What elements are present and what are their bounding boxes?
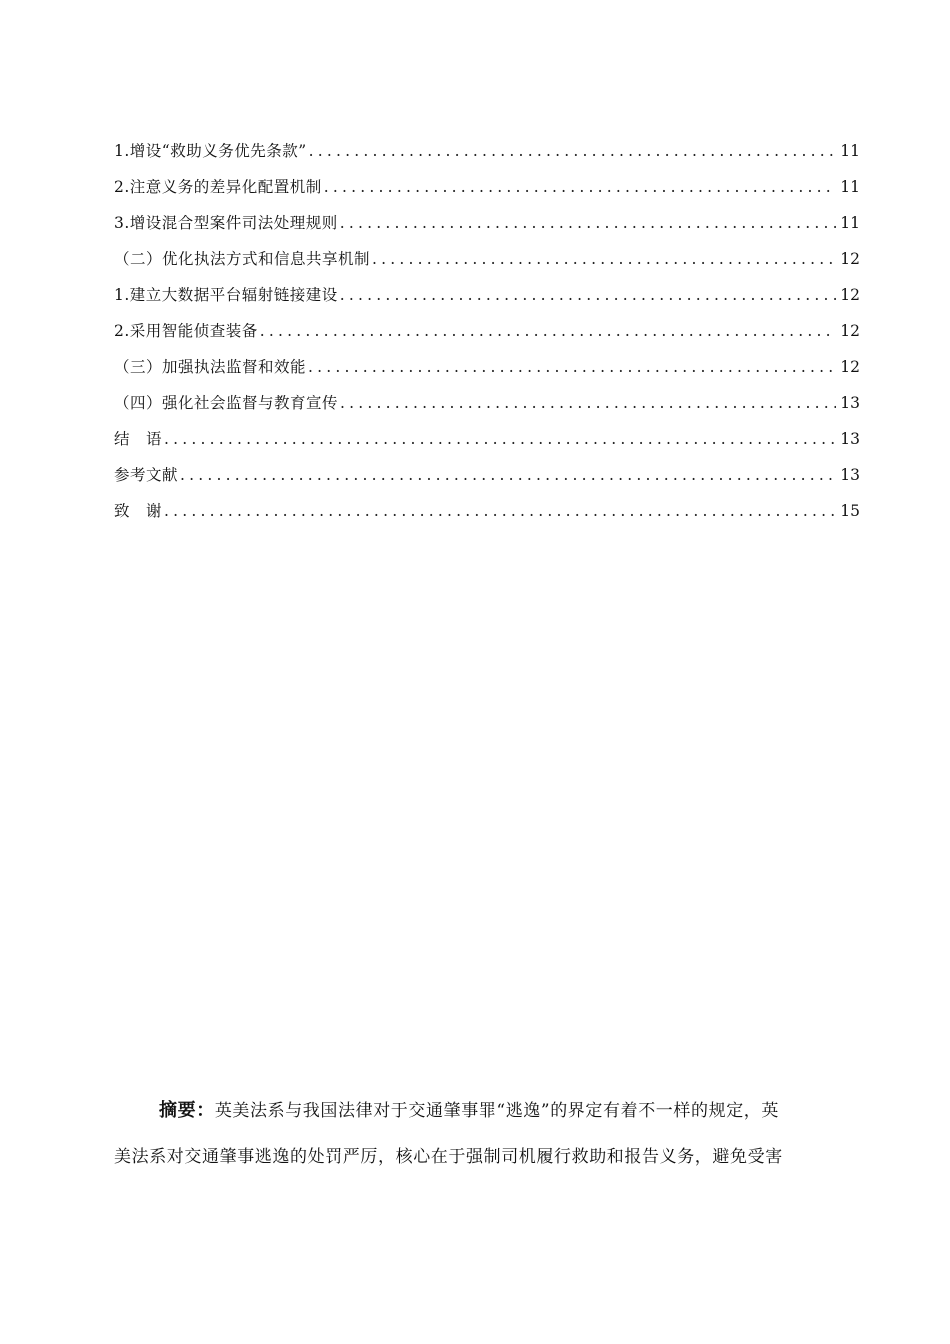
toc-dot-leader xyxy=(324,174,836,200)
toc-dot-leader xyxy=(372,246,836,272)
toc-entry[interactable] xyxy=(114,282,860,318)
abstract-section xyxy=(114,1088,858,1180)
toc-entry[interactable] xyxy=(114,462,860,498)
toc-page-number: 12 xyxy=(840,322,860,340)
toc-entry[interactable] xyxy=(114,498,860,534)
toc-entry[interactable] xyxy=(114,210,860,246)
abstract-heading: 摘要： xyxy=(159,1100,215,1121)
toc-entry-title: （四）强化社会监督与教育宣传 xyxy=(114,394,339,412)
toc-entry-title: （三）加强执法监督和效能 xyxy=(114,358,307,376)
toc-entry-title: 2.采用智能侦查装备 xyxy=(114,322,258,340)
toc-page-number: 12 xyxy=(840,358,860,376)
toc-dot-leader xyxy=(308,354,836,380)
toc-entry-title: 2.注意义务的差异化配置机制 xyxy=(114,178,322,196)
toc-dot-leader xyxy=(164,426,836,452)
table-of-contents xyxy=(114,138,860,534)
toc-page-number: 13 xyxy=(840,394,860,412)
toc-dot-leader xyxy=(340,282,836,308)
toc-entry[interactable] xyxy=(114,138,860,174)
toc-entry-title: 致 谢 xyxy=(114,502,163,520)
toc-dot-leader xyxy=(164,498,836,524)
toc-page-number: 12 xyxy=(840,286,860,304)
toc-dot-leader xyxy=(260,318,836,344)
toc-entry-title: 结 语 xyxy=(114,430,163,448)
toc-dot-leader xyxy=(180,462,836,488)
toc-page-number: 11 xyxy=(840,178,860,196)
toc-entry-title: 3.增设混合型案件司法处理规则 xyxy=(114,214,338,232)
toc-page-number: 13 xyxy=(840,430,860,448)
toc-entry-title: （二）优化执法方式和信息共享机制 xyxy=(114,250,371,268)
toc-dot-leader xyxy=(340,390,836,416)
toc-page-number: 15 xyxy=(840,502,860,520)
toc-entry[interactable] xyxy=(114,354,860,390)
toc-page-number: 12 xyxy=(840,250,860,268)
abstract-first-line xyxy=(114,1088,858,1134)
toc-dot-leader xyxy=(309,138,837,164)
toc-entry-title: 参考文献 xyxy=(114,466,179,484)
toc-entry-title: 1.建立大数据平台辐射链接建设 xyxy=(114,286,338,304)
toc-page-number: 11 xyxy=(840,142,860,160)
toc-entry[interactable] xyxy=(114,426,860,462)
toc-entry-title: 1.增设“救助义务优先条款” xyxy=(114,142,307,160)
toc-page-number: 13 xyxy=(840,466,860,484)
abstract-text: 英美法系与我国法律对于交通肇事罪“逃逸”的界定有着不一样的规定，英 xyxy=(214,1101,779,1121)
toc-entry[interactable] xyxy=(114,390,860,426)
toc-page-number: 11 xyxy=(840,214,860,232)
toc-dot-leader xyxy=(340,210,836,236)
toc-entry[interactable] xyxy=(114,246,860,282)
toc-entry[interactable] xyxy=(114,318,860,354)
toc-entry[interactable] xyxy=(114,174,860,210)
abstract-second-line: 美法系对交通肇事逃逸的处罚严厉，核心在于强制司机履行救助和报告义务，避免受害 xyxy=(114,1147,783,1167)
